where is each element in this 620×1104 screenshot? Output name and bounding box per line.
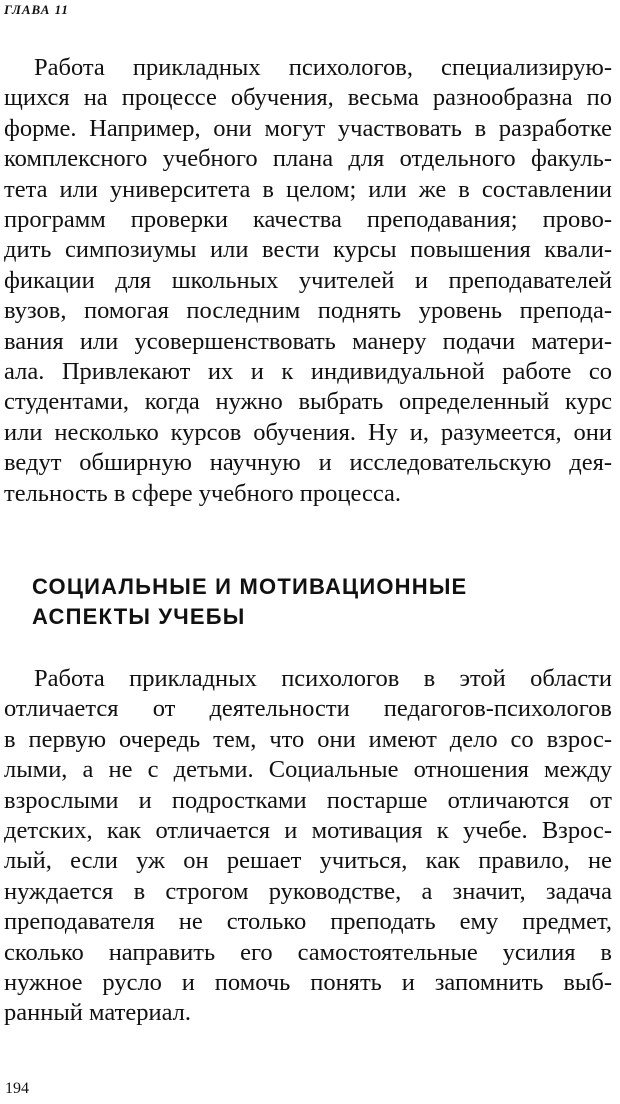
running-head: ГЛАВА 11 bbox=[4, 2, 69, 17]
section-heading-line: СОЦИАЛЬНЫЕ И МОТИВАЦИОННЫЕ bbox=[32, 574, 468, 599]
text-line: сколько направить его самостоятельные усилия в bbox=[4, 938, 612, 966]
text-line: тельность в сфере учебного процесса. bbox=[4, 479, 402, 507]
text-line: программ проверки качества преподавания; прово- bbox=[4, 206, 612, 234]
text-line: вузов, помогая последним поднять уровень препода- bbox=[4, 297, 612, 325]
text-line: комплексного учебного плана для отдельного факуль- bbox=[4, 145, 612, 173]
page-number: 194 bbox=[5, 1080, 29, 1097]
text-line: Работа прикладных психологов, специализирую- bbox=[34, 54, 612, 81]
section-heading-line: АСПЕКТЫ УЧЕБЫ bbox=[32, 604, 246, 629]
text-line: дить симпозиумы или вести курсы повышения квали- bbox=[4, 236, 612, 264]
text-line: лыми, а не с детьми. Социальные отношения между bbox=[4, 756, 612, 784]
text-line: нуждается в строгом руководстве, а значит, задача bbox=[4, 877, 612, 905]
text-line: в первую очередь тем, что они имеют дело со взрос- bbox=[4, 725, 612, 753]
text-line: фикации для школьных учителей и преподавателей bbox=[4, 266, 612, 294]
text-line: студентами, когда нужно выбрать определенный курс bbox=[4, 388, 612, 416]
text-line: лый, если уж он решает учиться, как правило, не bbox=[4, 847, 612, 875]
text-line: отличается от деятельности педагогов-психологов bbox=[4, 695, 612, 723]
text-line: ала. Привлекают их и к индивидуальной работе со bbox=[4, 358, 612, 386]
text-line: форме. Например, они могут участвовать в разработке bbox=[4, 114, 612, 142]
section-heading bbox=[32, 572, 467, 632]
text-line: преподавателя не столько преподать ему предмет, bbox=[4, 908, 612, 936]
body-paragraph-1 bbox=[4, 53, 612, 509]
text-line: детских, как отличается и мотивация к учебе. Взрос- bbox=[4, 817, 612, 845]
text-line: Работа прикладных психологов в этой области bbox=[34, 665, 612, 692]
text-line: ведут обширную научную и исследовательскую дея- bbox=[4, 449, 612, 477]
body-paragraph-2 bbox=[4, 664, 612, 1029]
text-line: тета или университета в целом; или же в составлении bbox=[4, 175, 612, 203]
text-line: ранный материал. bbox=[4, 999, 192, 1027]
text-line: вания или усовершенствовать манеру подачи матери- bbox=[4, 327, 612, 355]
text-line: взрослыми и подростками постарше отличаются от bbox=[4, 786, 612, 814]
text-line: или несколько курсов обучения. Ну и, разумеется, они bbox=[4, 418, 612, 446]
text-line: щихся на процессе обучения, весьма разнообразна по bbox=[4, 84, 612, 112]
text-line: нужное русло и помочь понять и запомнить выб- bbox=[4, 969, 612, 997]
